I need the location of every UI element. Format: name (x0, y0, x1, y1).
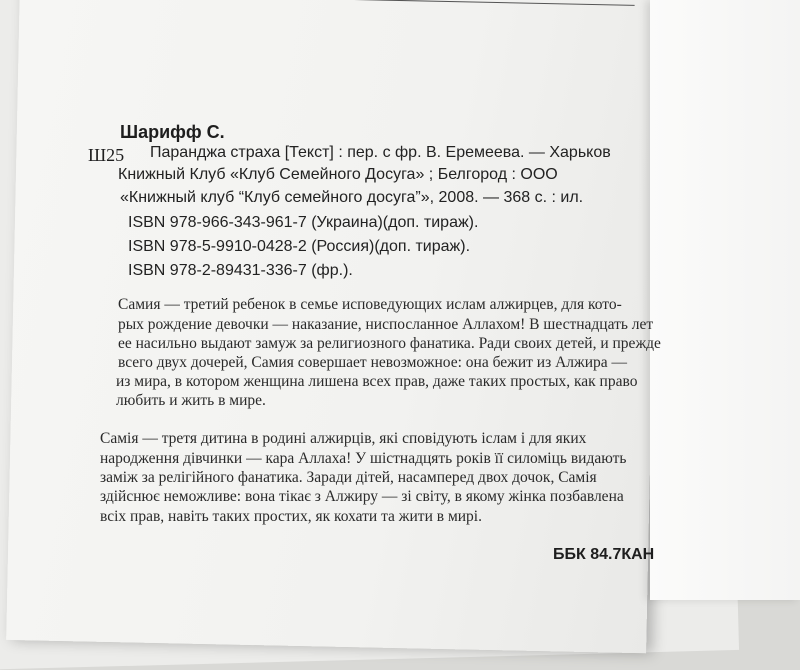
annotation-ru-line: ее насильно выдают замуж за религиозного фанатика. Ради своих детей, и прежде (118, 335, 661, 352)
isbn-line: ISBN 978-966-343-961-7 (Украина)(доп. тираж). (128, 214, 479, 231)
isbn-line: ISBN 978-5-9910-0428-2 (Россия)(доп. тираж). (128, 238, 471, 255)
bbk-code: ББК 84.7КАН (553, 546, 655, 563)
annotation-ua-line: всіх прав, навіть таких простих, як кохати та жити в мирі. (100, 508, 482, 525)
biblio-line: Паранджа страха [Текст] : пер. с фр. В. Еремеева. — Харьков (150, 144, 611, 161)
biblio-line: Книжный Клуб «Клуб Семейного Досуга» ; Белгород : ООО (118, 166, 558, 183)
classification-code: Ш25 (88, 145, 125, 165)
annotation-ua-line: заміж за релігійного фанатика. Заради дітей, насамперед двох дочок, Самія (100, 469, 597, 486)
top-rule (115, 0, 635, 6)
annotation-ru-line: всего двух дочерей, Самия совершает невозможное: она бежит из Алжира — (118, 354, 628, 371)
annotation-ru-line: из мира, в котором женщина лишена всех прав, даже таких простых, как право (116, 373, 638, 390)
biblio-line: «Книжный клуб “Клуб семейного досуга”», 2008. — 368 с. : ил. (120, 189, 584, 206)
adjacent-page (650, 0, 800, 600)
annotation-ru-line: Самия — третий ребенок в семье исповедующих ислам алжирцев, для кото- (118, 296, 622, 313)
annotation-ua-line: здійснює неможливе: вона тікає з Алжиру — зі світу, в якому жінка позбавлена (100, 488, 624, 505)
annotation-ru-line: рых рождение девочки — наказание, ниспосланное Аллахом! В шестнадцать лет (118, 316, 654, 333)
isbn-line: ISBN 978-2-89431-336-7 (фр.). (128, 262, 353, 279)
annotation-ru-line: любить и жить в мире. (116, 392, 266, 409)
author-name: Шарифф С. (120, 122, 225, 142)
annotation-ua-line: Самія — третя дитина в родині алжирців, які сповідують іслам і для яких (100, 430, 587, 447)
annotation-ua-line: народження дівчинки — кара Аллаха! У шістнадцять років її силоміць видають (100, 450, 627, 467)
